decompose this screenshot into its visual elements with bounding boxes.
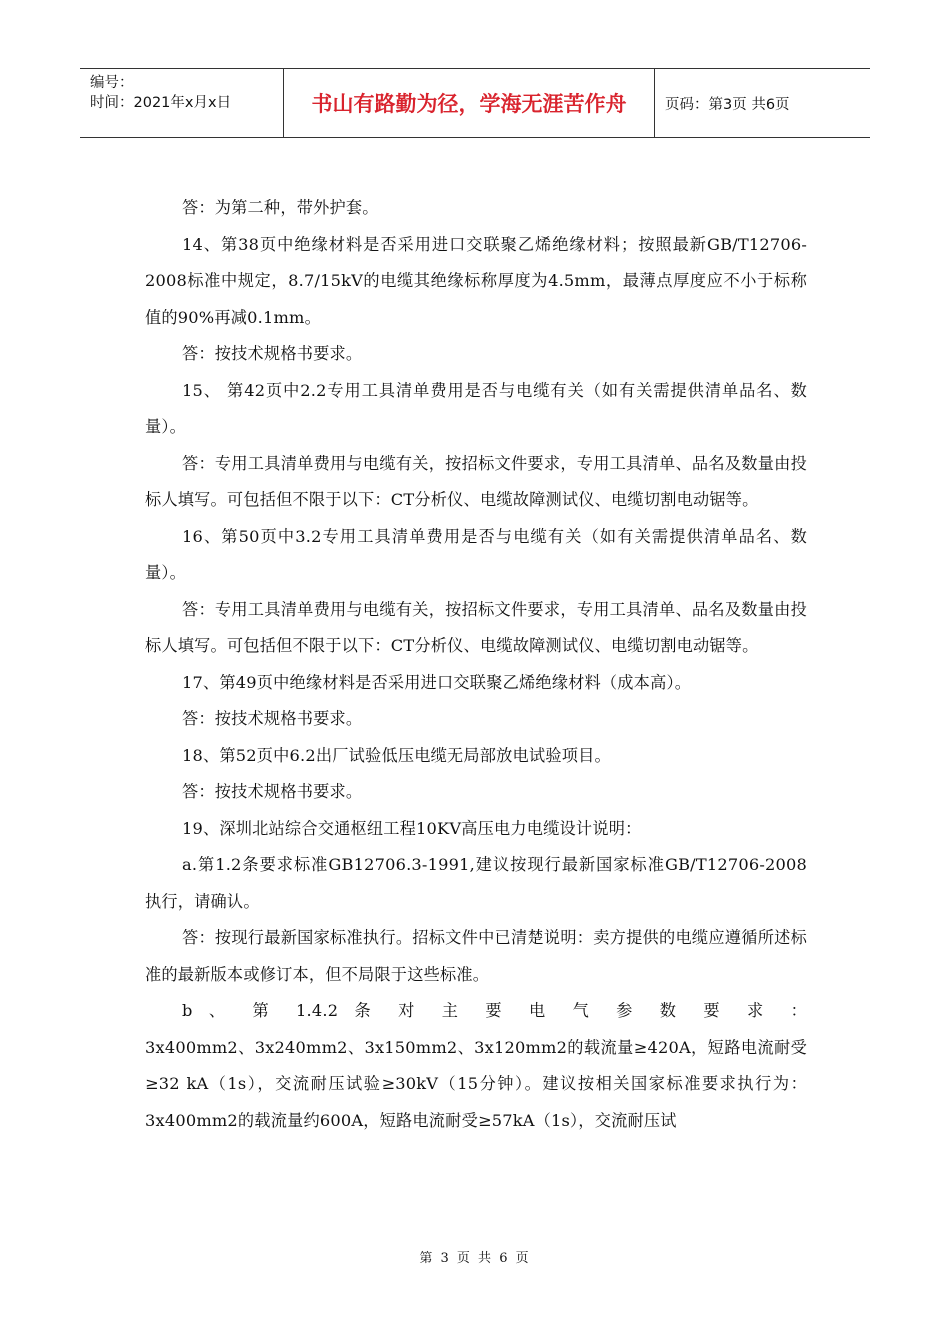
paragraph: 19、深圳北站综合交通枢纽工程10KV高压电力电缆设计说明： (182, 818, 642, 838)
paragraph: 17、第49页中绝缘材料是否采用进口交联聚乙烯绝缘材料（成本高）。 (182, 672, 692, 692)
header-info-cell (80, 69, 283, 137)
paragraph: 答：按现行最新国家标准执行。招标文件中已清楚说明：卖方提供的电缆应遵循所述标准的最新版本或修订本，但不局限于这些标准。 (145, 928, 807, 984)
paragraph: 18、第52页中6.2出厂试验低压电缆无局部放电试验项目。 (182, 745, 611, 765)
paragraph: a.第1.2条要求标准GB12706.3-1991,建议按现行最新国家标准GB/T12706-2008执行，请确认。 (145, 855, 807, 911)
document-body (145, 190, 807, 1139)
header-motto: 书山有路勤为径，学海无涯苦作舟 (283, 69, 655, 137)
paragraph: 答：为第二种，带外护套。 (182, 198, 379, 217)
paragraph: 答：按技术规格书要求。 (182, 709, 363, 728)
header-page-number: 页码：第3页 共6页 (665, 96, 790, 113)
page-footer: 第 3 页 共 6 页 (419, 1251, 531, 1266)
paragraph: 15、 第42页中2.2专用工具清单费用是否与电缆有关（如有关需提供清单品名、数量）。 (145, 380, 807, 436)
paragraph: 14、第38页中绝缘材料是否采用进口交联聚乙烯绝缘材料；按照最新GB/T12706-2008标准中规定，8.7/15kV的电缆其绝缘标称厚度为4.5mm，最薄点厚度应不小于标称值的90%再减0.1mm。 (145, 234, 807, 327)
paragraph: 答：按技术规格书要求。 (182, 344, 363, 363)
paragraph: 答：专用工具清单费用与电缆有关，按招标文件要求，专用工具清单、品名及数量由投标人填写。可包括但不限于以下：CT分析仪、电缆故障测试仪、电缆切割电动锯等。 (145, 599, 807, 655)
document-time: 时间：2021年x月x日 (90, 95, 232, 111)
document-number: 编号： (90, 75, 134, 91)
header-table (80, 68, 870, 138)
paragraph: 答：按技术规格书要求。 (182, 782, 363, 801)
paragraph: 16、第50页中3.2专用工具清单费用是否与电缆有关（如有关需提供清单品名、数量）。 (145, 526, 807, 582)
paragraph-spread-line: b 、 第 1.4.2 条 对 主 要 电 气 参 数 要 求 ： (182, 1001, 807, 1020)
paragraph: 答：专用工具清单费用与电缆有关，按招标文件要求，专用工具清单、品名及数量由投标人填写。可包括但不限于以下：CT分析仪、电缆故障测试仪、电缆切割电动锯等。 (145, 453, 807, 509)
paragraph: 3x400mm2、3x240mm2、3x150mm2、3x120mm2的载流量≥420A，短路电流耐受≥32 kA（1s），交流耐压试验≥30kV（15分钟）。建议按相关国家标准要求执行为：3x400mm2的载流量约600A，短路电流耐受≥57kA（1s），交流耐压试 (145, 1037, 807, 1130)
